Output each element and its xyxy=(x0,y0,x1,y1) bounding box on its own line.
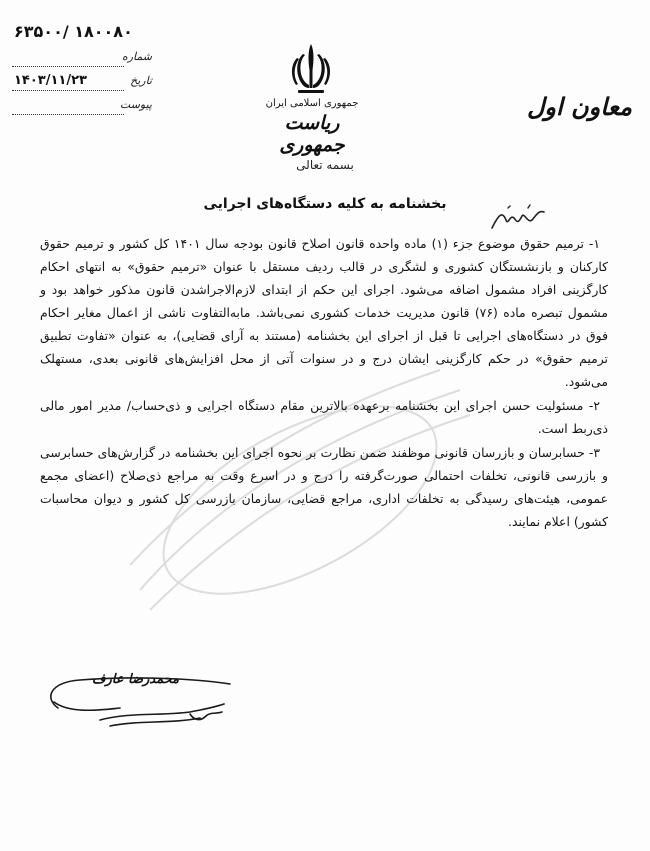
letter-number-dots xyxy=(12,66,124,67)
letter-date: ۱۴۰۳/۱۱/۲۳ xyxy=(14,73,87,88)
paragraph-2: ۲- مسئولیت حسن اجرای این بخشنامه برعهده بالاترین مقام دستگاه اجرایی و ذی‌حساب/ مدیر امور مالی ذی‌ربط است. xyxy=(40,398,608,436)
paragraph-3: ۳- حسابرسان و بازرسان قانونی موظفند ضمن نظارت بر نحوه اجرای این بخشنامه در گزارش‌های حسابرسی و بازرسی قانونی، تخلفات احتمالی صورت‌گرفته را درج و در اسرع وقت به مراجع ذی‌صلاح (اعضای مجمع عمومی، هیئت‌های رسیدگی به تخلفات اداری، مراجع قضایی، سازمان بازرسی کل کشور و دیوان محاسبات کشور) اعلام نمایند. xyxy=(40,445,608,529)
office-title: معاون اول xyxy=(526,92,632,121)
letter-number-label: شماره xyxy=(121,50,152,63)
org-presidency: ریاست جمهوری xyxy=(279,112,345,156)
letter-attachment-dots xyxy=(12,114,124,115)
letter-attachment-label: پیوست xyxy=(119,98,152,111)
letter-attachment-row xyxy=(12,96,152,118)
letter-number-row xyxy=(12,24,152,46)
signer-name: محمدرضا عارف xyxy=(92,672,179,687)
letter-number: ۶۳۵۰۰/ ۱۸۰۰۸۰ xyxy=(14,22,133,41)
paragraph-1: ۱- ترمیم حقوق موضوع جزء (۱) ماده واحده قانون اصلاح قانون بودجه سال ۱۴۰۱ کل کشور و ترمیم حقوق کارکنان و بازنشستگان کشوری و لشگری در قالب ردیف مستقل با عنوان «ترمیم حقوق» به انتهای احکام کارگزینی افراد مشمول اضافه می‌شود. اجرای این حکم از ابتدای لازم‌الاجراشدن قانون مذکور خواهد بود و مشمول تبصره ماده (۷۶) قانون مدیریت خدمات کشوری نمی‌باشد. مابه‌التفاوت ناشی از اعمال مغایر احکام فوق در دستگاه‌های اجرایی تا قبل از اجرای این بخشنامه (مستند به آرای قضایی)، به عنوان «تفاوت تطبیق ترمیم حقوق» در حکم کارگزینی ایشان درج و در سنوات آتی از محل افزایش‌های قانونی بعدی، مستهلک می‌شود. xyxy=(40,236,608,389)
document-title: بخشنامه به کلیه دستگاه‌های اجرایی xyxy=(203,196,447,212)
letter-number-label-row xyxy=(12,48,152,70)
handwritten-note-icon xyxy=(488,202,548,236)
letter-date-row xyxy=(12,72,152,94)
iran-emblem-icon xyxy=(288,40,334,96)
document-body xyxy=(40,232,608,533)
signature-icon xyxy=(40,668,240,748)
letter-date-label: تاریخ xyxy=(130,74,152,87)
letter-date-dots xyxy=(12,90,124,91)
org-country: جمهوری اسلامی ایران xyxy=(265,98,359,109)
letter-meta xyxy=(12,24,152,120)
basmala: بسمه تعالی xyxy=(296,158,354,172)
